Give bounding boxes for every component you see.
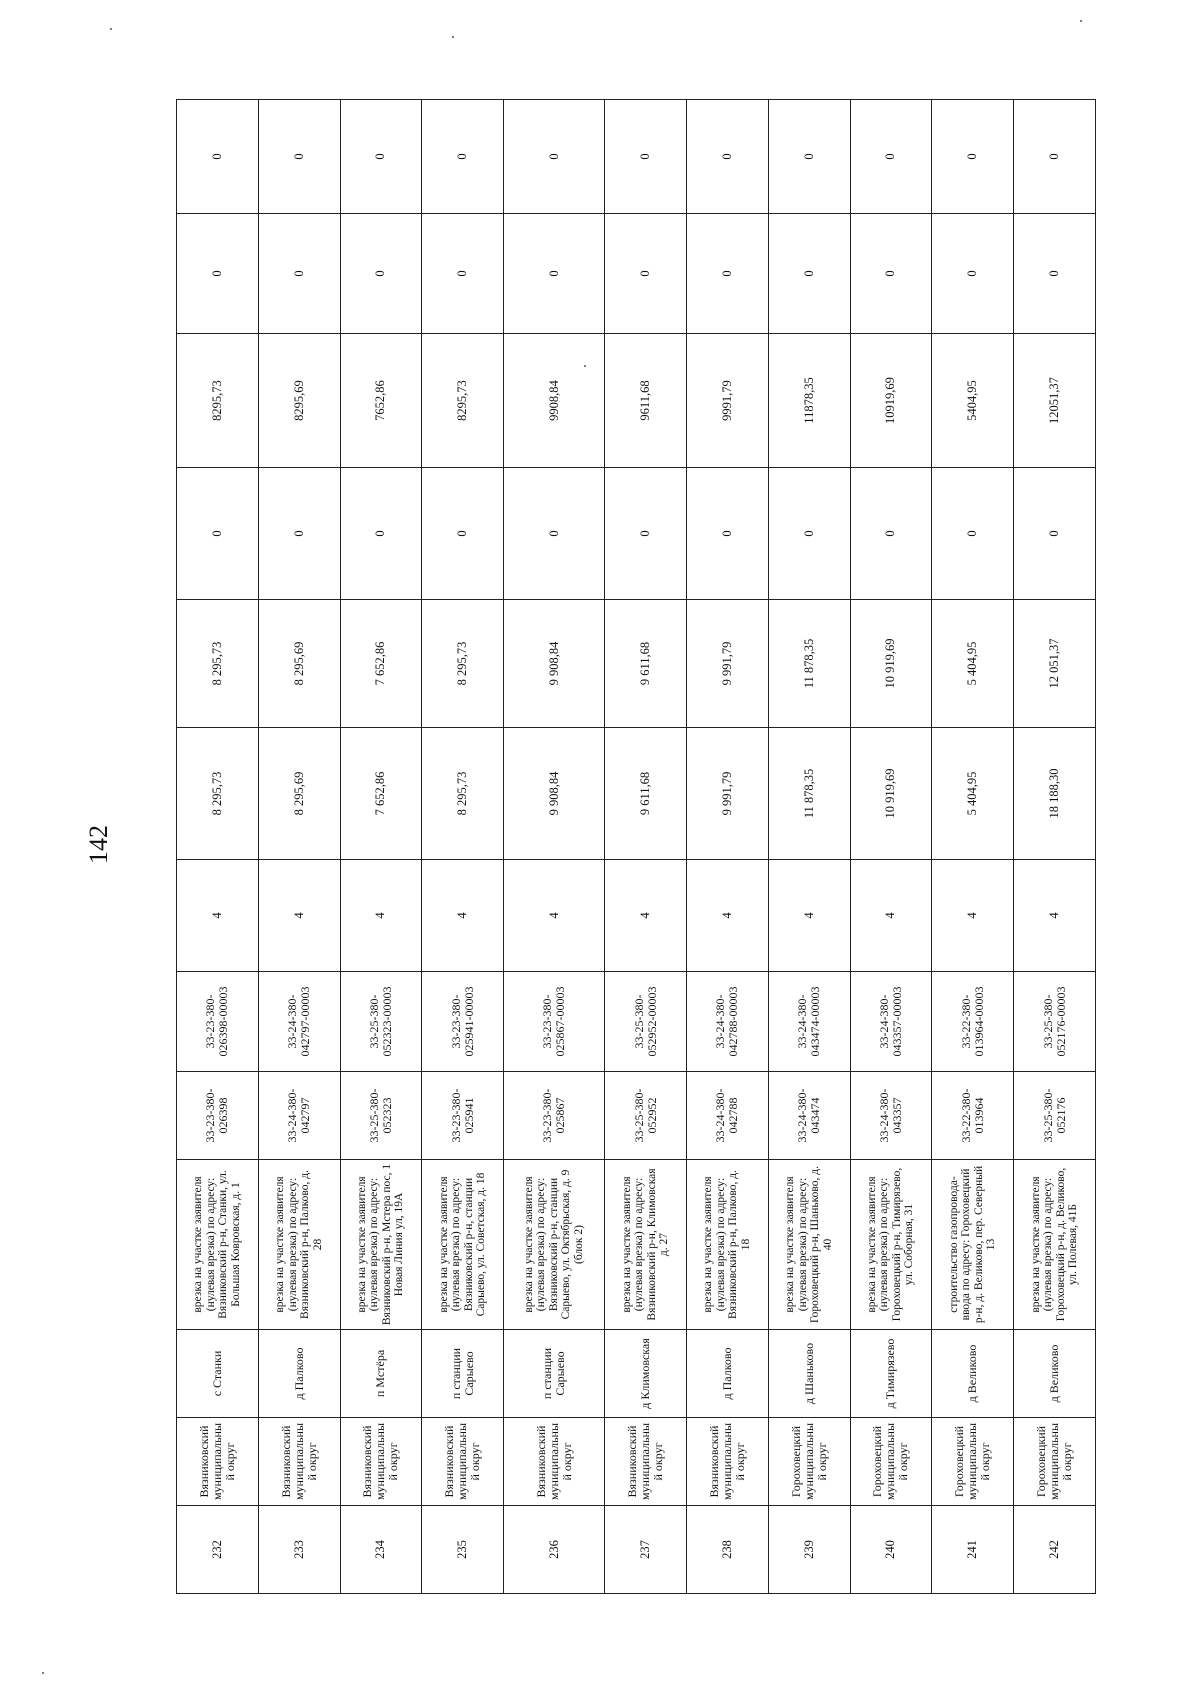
amount-cell: 7 652,86 [340, 600, 422, 728]
zero-cell: 0 [686, 468, 768, 600]
scan-speck [452, 36, 454, 38]
zero-cell: 0 [768, 214, 850, 334]
code-cell: 33-23-380-025867 [504, 1072, 605, 1160]
district-cell: Вязниковский муниципальный округ [422, 1418, 504, 1506]
district-cell: Вязниковский муниципальный округ [686, 1418, 768, 1506]
object-description-cell: врезка на участке заявителя (нулевая врезка) по адресу: Вязниковский р-н, Климовская д. 27 [605, 1160, 687, 1330]
table-body [177, 100, 1096, 1594]
zero-cell: 0 [850, 214, 932, 334]
zero-cell: 0 [850, 100, 932, 214]
table-row [1014, 100, 1096, 1594]
amount-cell: 12 051,37 [1014, 600, 1096, 728]
locality-cell: п Мстёра [340, 1330, 422, 1418]
locality-cell: д Шаньково [768, 1330, 850, 1418]
object-description-cell: строительство газопровода-ввода по адресу: Гороховецкий р-н, д. Великово, пер. Северный 13 [932, 1160, 1014, 1330]
scan-speck [1080, 20, 1082, 22]
zero-cell: 0 [422, 214, 504, 334]
table-row [686, 100, 768, 1594]
district-cell: Вязниковский муниципальный округ [258, 1418, 340, 1506]
zero-cell: 0 [850, 468, 932, 600]
zero-cell: 0 [504, 100, 605, 214]
row-number: 240 [850, 1506, 932, 1594]
zero-cell: 0 [258, 214, 340, 334]
count-cell: 4 [605, 860, 687, 972]
code-cell: 33-24-380-042788 [686, 1072, 768, 1160]
district-cell: Вязниковский муниципальный округ [177, 1418, 259, 1506]
district-cell: Гороховецкий муниципальный округ [850, 1418, 932, 1506]
code-cell: 33-23-380-026398 [177, 1072, 259, 1160]
locality-cell: п станции Сарыево [422, 1330, 504, 1418]
zero-cell: 0 [340, 468, 422, 600]
data-table-container [176, 100, 1096, 1594]
district-cell: Вязниковский муниципальный округ [605, 1418, 687, 1506]
code-full-cell: 33-23-380-026398-00003 [177, 972, 259, 1072]
row-number: 234 [340, 1506, 422, 1594]
amount-cell: 8295,69 [258, 334, 340, 468]
code-full-cell: 33-23-380-025867-00003 [504, 972, 605, 1072]
zero-cell: 0 [340, 100, 422, 214]
scan-speck [584, 365, 586, 367]
amount-cell: 8295,73 [422, 334, 504, 468]
zero-cell: 0 [768, 100, 850, 214]
row-number: 238 [686, 1506, 768, 1594]
zero-cell: 0 [177, 468, 259, 600]
object-description-cell: врезка на участке заявителя (нулевая врезка) по адресу: Вязниковский р-н, Мстера пос, 1 Новая Линия ул, 19А [340, 1160, 422, 1330]
object-description-cell: врезка на участке заявителя (нулевая врезка) по адресу: Гороховецкий р-н, Шаньково, д. 40 [768, 1160, 850, 1330]
table-row [932, 100, 1014, 1594]
amount-cell: 8 295,69 [258, 600, 340, 728]
amount-cell: 10919,69 [850, 334, 932, 468]
object-description-cell: врезка на участке заявителя (нулевая врезка) по адресу: Вязниковский р-н, Станки, ул. Большая Ковровская, д. 1 [177, 1160, 259, 1330]
amount-cell: 9611,68 [605, 334, 687, 468]
code-full-cell: 33-23-380-025941-00003 [422, 972, 504, 1072]
count-cell: 4 [422, 860, 504, 972]
row-number: 239 [768, 1506, 850, 1594]
table-row [258, 100, 340, 1594]
object-description-cell: врезка на участке заявителя (нулевая врезка) по адресу: Гороховецкий р-н, д. Великово, ул. Полевая, 41Б [1014, 1160, 1096, 1330]
zero-cell: 0 [504, 468, 605, 600]
amount-cell: 9 611,68 [605, 728, 687, 860]
amount-cell: 12051,37 [1014, 334, 1096, 468]
count-cell: 4 [768, 860, 850, 972]
row-number: 242 [1014, 1506, 1096, 1594]
code-cell: 33-25-380-052323 [340, 1072, 422, 1160]
code-full-cell: 33-25-380-052176-00003 [1014, 972, 1096, 1072]
zero-cell: 0 [340, 214, 422, 334]
object-description-cell: врезка на участке заявителя (нулевая врезка) по адресу: Вязниковский р-н, Палково, д. 28 [258, 1160, 340, 1330]
count-cell: 4 [340, 860, 422, 972]
zero-cell: 0 [1014, 214, 1096, 334]
code-full-cell: 33-24-380-043357-00003 [850, 972, 932, 1072]
zero-cell: 0 [605, 468, 687, 600]
scan-speck [42, 1672, 44, 1674]
amount-cell: 8295,73 [177, 334, 259, 468]
amount-cell: 8 295,69 [258, 728, 340, 860]
amount-cell: 18 188,30 [1014, 728, 1096, 860]
object-description-cell: врезка на участке заявителя (нулевая врезка) по адресу: Вязниковский р-н, станции Сарыево, ул. Советская, д. 18 [422, 1160, 504, 1330]
table-row [340, 100, 422, 1594]
data-table [176, 99, 1096, 1594]
table-row [768, 100, 850, 1594]
count-cell: 4 [1014, 860, 1096, 972]
amount-cell: 9 908,84 [504, 600, 605, 728]
zero-cell: 0 [504, 214, 605, 334]
code-full-cell: 33-24-380-043474-00003 [768, 972, 850, 1072]
amount-cell: 8 295,73 [422, 728, 504, 860]
amount-cell: 7 652,86 [340, 728, 422, 860]
code-cell: 33-24-380-043474 [768, 1072, 850, 1160]
locality-cell: д Палково [686, 1330, 768, 1418]
count-cell: 4 [258, 860, 340, 972]
table-row [422, 100, 504, 1594]
amount-cell: 11 878,35 [768, 728, 850, 860]
district-cell: Гороховецкий муниципальный округ [1014, 1418, 1096, 1506]
scan-speck [110, 28, 112, 30]
zero-cell: 0 [686, 214, 768, 334]
code-cell: 33-22-380-013964 [932, 1072, 1014, 1160]
zero-cell: 0 [177, 214, 259, 334]
locality-cell: с Станки [177, 1330, 259, 1418]
code-full-cell: 33-24-380-042788-00003 [686, 972, 768, 1072]
amount-cell: 7652,86 [340, 334, 422, 468]
table-row [177, 100, 259, 1594]
amount-cell: 9991,79 [686, 334, 768, 468]
zero-cell: 0 [932, 214, 1014, 334]
amount-cell: 9908,84 [504, 334, 605, 468]
table-row [504, 100, 605, 1594]
zero-cell: 0 [422, 100, 504, 214]
amount-cell: 8 295,73 [177, 728, 259, 860]
locality-cell: д Тимирязево [850, 1330, 932, 1418]
count-cell: 4 [504, 860, 605, 972]
code-cell: 33-23-380-025941 [422, 1072, 504, 1160]
zero-cell: 0 [932, 100, 1014, 214]
row-number: 235 [422, 1506, 504, 1594]
zero-cell: 0 [422, 468, 504, 600]
row-number: 236 [504, 1506, 605, 1594]
district-cell: Гороховецкий муниципальный округ [932, 1418, 1014, 1506]
table-row [850, 100, 932, 1594]
amount-cell: 10 919,69 [850, 600, 932, 728]
row-number: 241 [932, 1506, 1014, 1594]
zero-cell: 0 [258, 468, 340, 600]
code-full-cell: 33-25-380-052952-00003 [605, 972, 687, 1072]
code-cell: 33-25-380-052176 [1014, 1072, 1096, 1160]
amount-cell: 5404,95 [932, 334, 1014, 468]
locality-cell: д Великово [1014, 1330, 1096, 1418]
zero-cell: 0 [258, 100, 340, 214]
object-description-cell: врезка на участке заявителя (нулевая врезка) по адресу: Вязниковский р-н, Палково, д. 18 [686, 1160, 768, 1330]
zero-cell: 0 [1014, 468, 1096, 600]
amount-cell: 5 404,95 [932, 600, 1014, 728]
amount-cell: 5 404,95 [932, 728, 1014, 860]
locality-cell: п станции Сарыево [504, 1330, 605, 1418]
table-row [605, 100, 687, 1594]
locality-cell: д Великово [932, 1330, 1014, 1418]
district-cell: Гороховецкий муниципальный округ [768, 1418, 850, 1506]
amount-cell: 8 295,73 [422, 600, 504, 728]
amount-cell: 9 991,79 [686, 600, 768, 728]
row-number: 232 [177, 1506, 259, 1594]
zero-cell: 0 [686, 100, 768, 214]
zero-cell: 0 [177, 100, 259, 214]
code-cell: 33-24-380-042797 [258, 1072, 340, 1160]
row-number: 237 [605, 1506, 687, 1594]
object-description-cell: врезка на участке заявителя (нулевая врезка) по адресу: Вязниковский р-н, станции Сарыево, ул. Октябрьская, д. 9 (блок 2) [504, 1160, 605, 1330]
count-cell: 4 [177, 860, 259, 972]
code-cell: 33-25-380-052952 [605, 1072, 687, 1160]
code-full-cell: 33-22-380-013964-00003 [932, 972, 1014, 1072]
count-cell: 4 [932, 860, 1014, 972]
object-description-cell: врезка на участке заявителя (нулевая врезка) по адресу: Гороховецкий р-н, Тимирязево, ул. Соборная, 31 [850, 1160, 932, 1330]
amount-cell: 9 908,84 [504, 728, 605, 860]
locality-cell: д Климовская [605, 1330, 687, 1418]
count-cell: 4 [850, 860, 932, 972]
district-cell: Вязниковский муниципальный округ [340, 1418, 422, 1506]
amount-cell: 9 991,79 [686, 728, 768, 860]
code-cell: 33-24-380-043357 [850, 1072, 932, 1160]
zero-cell: 0 [605, 214, 687, 334]
row-number: 233 [258, 1506, 340, 1594]
page-number: 142 [84, 825, 113, 864]
amount-cell: 8 295,73 [177, 600, 259, 728]
amount-cell: 11878,35 [768, 334, 850, 468]
zero-cell: 0 [768, 468, 850, 600]
amount-cell: 10 919,69 [850, 728, 932, 860]
code-full-cell: 33-24-380-042797-00003 [258, 972, 340, 1072]
count-cell: 4 [686, 860, 768, 972]
zero-cell: 0 [605, 100, 687, 214]
locality-cell: д Палково [258, 1330, 340, 1418]
code-full-cell: 33-25-380-052323-00003 [340, 972, 422, 1072]
amount-cell: 9 611,68 [605, 600, 687, 728]
zero-cell: 0 [1014, 100, 1096, 214]
amount-cell: 11 878,35 [768, 600, 850, 728]
district-cell: Вязниковский муниципальный округ [504, 1418, 605, 1506]
zero-cell: 0 [932, 468, 1014, 600]
